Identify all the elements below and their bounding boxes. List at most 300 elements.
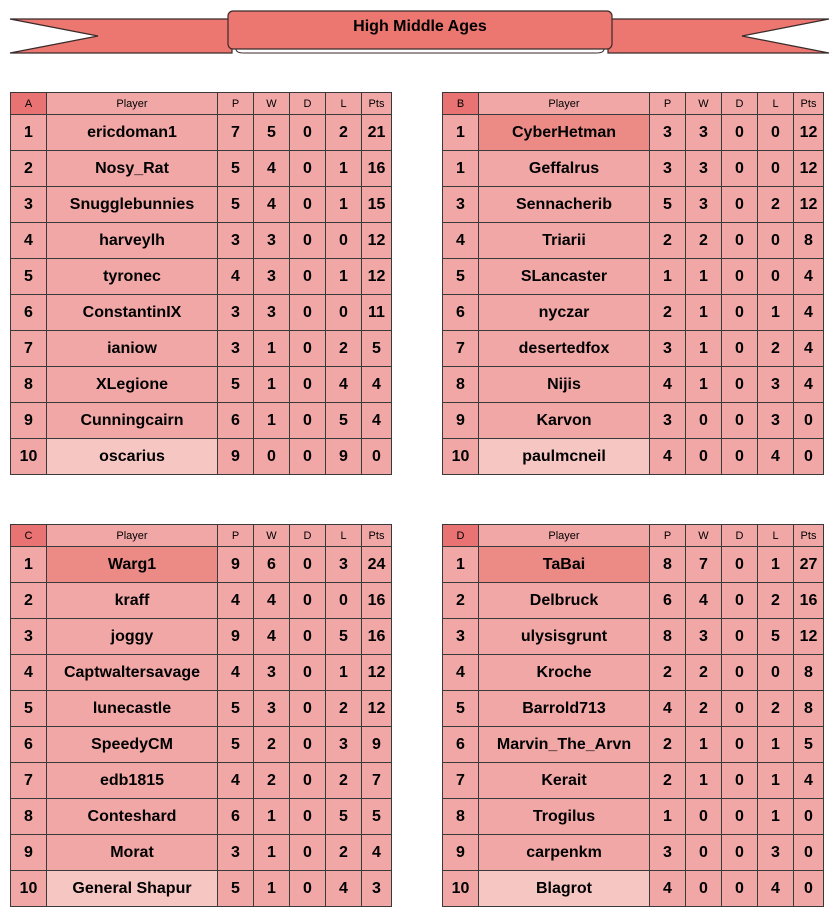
points-cell: 8 bbox=[794, 655, 824, 691]
column-header-l: L bbox=[326, 93, 362, 115]
rank-cell: 10 bbox=[443, 871, 479, 907]
player-name: desertedfox bbox=[479, 331, 650, 367]
won-cell: 0 bbox=[686, 403, 722, 439]
played-cell: 3 bbox=[650, 115, 686, 151]
lost-cell: 3 bbox=[758, 403, 794, 439]
drawn-cell: 0 bbox=[722, 367, 758, 403]
lost-cell: 0 bbox=[758, 223, 794, 259]
won-cell: 0 bbox=[686, 871, 722, 907]
player-name: joggy bbox=[47, 619, 218, 655]
points-cell: 16 bbox=[362, 619, 392, 655]
won-cell: 1 bbox=[254, 403, 290, 439]
rank-cell: 10 bbox=[443, 439, 479, 475]
won-cell: 1 bbox=[686, 727, 722, 763]
played-cell: 3 bbox=[218, 223, 254, 259]
player-name: kraff bbox=[47, 583, 218, 619]
won-cell: 3 bbox=[254, 295, 290, 331]
player-name: Blagrot bbox=[479, 871, 650, 907]
won-cell: 4 bbox=[254, 619, 290, 655]
won-cell: 0 bbox=[686, 439, 722, 475]
player-name: Nijis bbox=[479, 367, 650, 403]
rank-cell: 2 bbox=[11, 151, 47, 187]
rank-cell: 8 bbox=[443, 799, 479, 835]
banner-left-ribbon bbox=[10, 19, 232, 53]
won-cell: 3 bbox=[254, 655, 290, 691]
won-cell: 3 bbox=[686, 115, 722, 151]
won-cell: 3 bbox=[254, 691, 290, 727]
won-cell: 1 bbox=[254, 331, 290, 367]
column-header-player: Player bbox=[47, 93, 218, 115]
table-row bbox=[443, 871, 824, 907]
table-row bbox=[443, 151, 824, 187]
rank-cell: 8 bbox=[11, 799, 47, 835]
won-cell: 1 bbox=[254, 799, 290, 835]
group-c-table bbox=[10, 524, 392, 907]
drawn-cell: 0 bbox=[290, 763, 326, 799]
points-cell: 0 bbox=[794, 799, 824, 835]
table-row bbox=[11, 223, 392, 259]
won-cell: 5 bbox=[254, 115, 290, 151]
table-row bbox=[443, 799, 824, 835]
played-cell: 2 bbox=[650, 727, 686, 763]
drawn-cell: 0 bbox=[722, 655, 758, 691]
group-letter: C bbox=[11, 525, 47, 547]
drawn-cell: 0 bbox=[722, 619, 758, 655]
rank-cell: 8 bbox=[443, 367, 479, 403]
table-row bbox=[11, 259, 392, 295]
played-cell: 5 bbox=[218, 187, 254, 223]
points-cell: 5 bbox=[362, 799, 392, 835]
player-name: Karvon bbox=[479, 403, 650, 439]
player-name: carpenkm bbox=[479, 835, 650, 871]
won-cell: 1 bbox=[686, 763, 722, 799]
drawn-cell: 0 bbox=[722, 295, 758, 331]
points-cell: 15 bbox=[362, 187, 392, 223]
table-row bbox=[11, 619, 392, 655]
won-cell: 1 bbox=[686, 259, 722, 295]
played-cell: 4 bbox=[650, 691, 686, 727]
player-name: Snugglebunnies bbox=[47, 187, 218, 223]
drawn-cell: 0 bbox=[722, 439, 758, 475]
won-cell: 1 bbox=[254, 871, 290, 907]
player-name: oscarius bbox=[47, 439, 218, 475]
column-header-w: W bbox=[686, 525, 722, 547]
rank-cell: 7 bbox=[443, 763, 479, 799]
lost-cell: 9 bbox=[326, 439, 362, 475]
won-cell: 3 bbox=[686, 187, 722, 223]
played-cell: 8 bbox=[650, 547, 686, 583]
table-row bbox=[11, 727, 392, 763]
lost-cell: 5 bbox=[326, 403, 362, 439]
lost-cell: 1 bbox=[326, 259, 362, 295]
rank-cell: 9 bbox=[11, 835, 47, 871]
column-header-p: P bbox=[218, 525, 254, 547]
group-b-table bbox=[442, 92, 824, 475]
drawn-cell: 0 bbox=[290, 619, 326, 655]
player-name: edb1815 bbox=[47, 763, 218, 799]
drawn-cell: 0 bbox=[722, 115, 758, 151]
rank-cell: 4 bbox=[11, 655, 47, 691]
table-row bbox=[11, 655, 392, 691]
table-row bbox=[443, 691, 824, 727]
played-cell: 2 bbox=[650, 223, 686, 259]
points-cell: 16 bbox=[362, 151, 392, 187]
player-name: Conteshard bbox=[47, 799, 218, 835]
points-cell: 0 bbox=[794, 439, 824, 475]
lost-cell: 2 bbox=[326, 691, 362, 727]
won-cell: 1 bbox=[686, 331, 722, 367]
points-cell: 4 bbox=[794, 295, 824, 331]
rank-cell: 3 bbox=[443, 619, 479, 655]
won-cell: 0 bbox=[686, 835, 722, 871]
drawn-cell: 0 bbox=[290, 871, 326, 907]
rank-cell: 4 bbox=[443, 223, 479, 259]
points-cell: 0 bbox=[794, 871, 824, 907]
lost-cell: 2 bbox=[758, 691, 794, 727]
lost-cell: 0 bbox=[326, 223, 362, 259]
table-row bbox=[443, 187, 824, 223]
played-cell: 3 bbox=[218, 331, 254, 367]
lost-cell: 1 bbox=[758, 727, 794, 763]
won-cell: 2 bbox=[686, 655, 722, 691]
column-header-w: W bbox=[254, 93, 290, 115]
points-cell: 5 bbox=[794, 727, 824, 763]
table-row bbox=[11, 547, 392, 583]
points-cell: 4 bbox=[794, 331, 824, 367]
played-cell: 4 bbox=[218, 655, 254, 691]
table-row bbox=[11, 187, 392, 223]
table-row bbox=[11, 799, 392, 835]
table-row bbox=[11, 691, 392, 727]
points-cell: 16 bbox=[362, 583, 392, 619]
played-cell: 5 bbox=[650, 187, 686, 223]
lost-cell: 3 bbox=[758, 367, 794, 403]
points-cell: 4 bbox=[362, 835, 392, 871]
column-header-l: L bbox=[326, 525, 362, 547]
drawn-cell: 0 bbox=[290, 115, 326, 151]
player-name: Kerait bbox=[479, 763, 650, 799]
player-name: ericdoman1 bbox=[47, 115, 218, 151]
rank-cell: 10 bbox=[11, 439, 47, 475]
rank-cell: 5 bbox=[11, 259, 47, 295]
drawn-cell: 0 bbox=[722, 331, 758, 367]
lost-cell: 1 bbox=[758, 799, 794, 835]
points-cell: 12 bbox=[362, 223, 392, 259]
played-cell: 3 bbox=[650, 151, 686, 187]
rank-cell: 6 bbox=[443, 295, 479, 331]
player-name: Marvin_The_Arvn bbox=[479, 727, 650, 763]
played-cell: 2 bbox=[650, 655, 686, 691]
played-cell: 5 bbox=[218, 871, 254, 907]
player-name: Barrold713 bbox=[479, 691, 650, 727]
played-cell: 5 bbox=[218, 151, 254, 187]
drawn-cell: 0 bbox=[722, 763, 758, 799]
column-header-pts: Pts bbox=[362, 525, 392, 547]
player-name: SpeedyCM bbox=[47, 727, 218, 763]
table-row bbox=[11, 295, 392, 331]
rank-cell: 1 bbox=[11, 115, 47, 151]
column-header-d: D bbox=[722, 93, 758, 115]
points-cell: 4 bbox=[794, 259, 824, 295]
played-cell: 7 bbox=[218, 115, 254, 151]
points-cell: 21 bbox=[362, 115, 392, 151]
table-row bbox=[443, 259, 824, 295]
drawn-cell: 0 bbox=[722, 187, 758, 223]
drawn-cell: 0 bbox=[290, 295, 326, 331]
player-name: nyczar bbox=[479, 295, 650, 331]
lost-cell: 1 bbox=[326, 187, 362, 223]
column-header-pts: Pts bbox=[794, 525, 824, 547]
table-row bbox=[11, 439, 392, 475]
lost-cell: 4 bbox=[758, 871, 794, 907]
lost-cell: 4 bbox=[758, 439, 794, 475]
table-row bbox=[443, 403, 824, 439]
column-header-d: D bbox=[290, 93, 326, 115]
rank-cell: 1 bbox=[11, 547, 47, 583]
played-cell: 2 bbox=[650, 295, 686, 331]
table-row bbox=[11, 835, 392, 871]
lost-cell: 2 bbox=[758, 331, 794, 367]
won-cell: 4 bbox=[254, 187, 290, 223]
rank-cell: 3 bbox=[443, 187, 479, 223]
points-cell: 12 bbox=[794, 151, 824, 187]
rank-cell: 9 bbox=[443, 403, 479, 439]
table-row bbox=[443, 295, 824, 331]
player-name: Triarii bbox=[479, 223, 650, 259]
rank-cell: 3 bbox=[11, 187, 47, 223]
drawn-cell: 0 bbox=[722, 403, 758, 439]
points-cell: 0 bbox=[794, 835, 824, 871]
points-cell: 8 bbox=[794, 223, 824, 259]
lost-cell: 2 bbox=[326, 763, 362, 799]
lost-cell: 0 bbox=[758, 115, 794, 151]
played-cell: 3 bbox=[650, 331, 686, 367]
won-cell: 6 bbox=[254, 547, 290, 583]
table-row bbox=[443, 727, 824, 763]
lost-cell: 0 bbox=[326, 295, 362, 331]
table-row bbox=[11, 403, 392, 439]
rank-cell: 5 bbox=[443, 259, 479, 295]
points-cell: 27 bbox=[794, 547, 824, 583]
played-cell: 4 bbox=[650, 439, 686, 475]
column-header-player: Player bbox=[47, 525, 218, 547]
lost-cell: 2 bbox=[326, 331, 362, 367]
won-cell: 3 bbox=[254, 259, 290, 295]
column-header-pts: Pts bbox=[362, 93, 392, 115]
lost-cell: 2 bbox=[758, 187, 794, 223]
rank-cell: 7 bbox=[443, 331, 479, 367]
table-row bbox=[443, 223, 824, 259]
column-header-p: P bbox=[650, 93, 686, 115]
won-cell: 2 bbox=[686, 223, 722, 259]
drawn-cell: 0 bbox=[722, 799, 758, 835]
lost-cell: 0 bbox=[758, 259, 794, 295]
played-cell: 2 bbox=[650, 763, 686, 799]
player-name: TaBai bbox=[479, 547, 650, 583]
rank-cell: 4 bbox=[443, 655, 479, 691]
won-cell: 3 bbox=[686, 151, 722, 187]
lost-cell: 3 bbox=[326, 547, 362, 583]
rank-cell: 6 bbox=[443, 727, 479, 763]
player-name: XLegione bbox=[47, 367, 218, 403]
player-name: Geffalrus bbox=[479, 151, 650, 187]
played-cell: 1 bbox=[650, 799, 686, 835]
rank-cell: 4 bbox=[11, 223, 47, 259]
header-row bbox=[11, 93, 392, 115]
rank-cell: 5 bbox=[11, 691, 47, 727]
played-cell: 6 bbox=[218, 403, 254, 439]
won-cell: 1 bbox=[254, 835, 290, 871]
lost-cell: 1 bbox=[326, 151, 362, 187]
points-cell: 0 bbox=[794, 403, 824, 439]
won-cell: 1 bbox=[686, 295, 722, 331]
won-cell: 2 bbox=[254, 727, 290, 763]
played-cell: 9 bbox=[218, 547, 254, 583]
column-header-l: L bbox=[758, 525, 794, 547]
column-header-d: D bbox=[722, 525, 758, 547]
drawn-cell: 0 bbox=[290, 655, 326, 691]
drawn-cell: 0 bbox=[290, 439, 326, 475]
lost-cell: 2 bbox=[326, 835, 362, 871]
won-cell: 2 bbox=[686, 691, 722, 727]
drawn-cell: 0 bbox=[290, 799, 326, 835]
played-cell: 4 bbox=[218, 583, 254, 619]
group-letter: A bbox=[11, 93, 47, 115]
played-cell: 3 bbox=[218, 835, 254, 871]
column-header-player: Player bbox=[479, 525, 650, 547]
drawn-cell: 0 bbox=[722, 223, 758, 259]
points-cell: 0 bbox=[362, 439, 392, 475]
player-name: ianiow bbox=[47, 331, 218, 367]
column-header-l: L bbox=[758, 93, 794, 115]
table-row bbox=[11, 583, 392, 619]
drawn-cell: 0 bbox=[722, 151, 758, 187]
lost-cell: 5 bbox=[326, 619, 362, 655]
player-name: SLancaster bbox=[479, 259, 650, 295]
points-cell: 8 bbox=[794, 691, 824, 727]
played-cell: 4 bbox=[650, 367, 686, 403]
table-row bbox=[11, 151, 392, 187]
column-header-player: Player bbox=[479, 93, 650, 115]
table-row bbox=[443, 439, 824, 475]
lost-cell: 4 bbox=[326, 367, 362, 403]
table-row bbox=[443, 367, 824, 403]
rank-cell: 1 bbox=[443, 115, 479, 151]
banner-right-ribbon bbox=[608, 19, 829, 53]
won-cell: 1 bbox=[686, 367, 722, 403]
drawn-cell: 0 bbox=[290, 727, 326, 763]
lost-cell: 0 bbox=[758, 151, 794, 187]
drawn-cell: 0 bbox=[290, 367, 326, 403]
won-cell: 0 bbox=[254, 439, 290, 475]
group-letter: D bbox=[443, 525, 479, 547]
table-row bbox=[443, 331, 824, 367]
rank-cell: 8 bbox=[11, 367, 47, 403]
group-letter: B bbox=[443, 93, 479, 115]
won-cell: 3 bbox=[686, 619, 722, 655]
rank-cell: 3 bbox=[11, 619, 47, 655]
won-cell: 2 bbox=[254, 763, 290, 799]
points-cell: 12 bbox=[794, 619, 824, 655]
played-cell: 3 bbox=[650, 835, 686, 871]
won-cell: 7 bbox=[686, 547, 722, 583]
points-cell: 24 bbox=[362, 547, 392, 583]
points-cell: 12 bbox=[794, 115, 824, 151]
points-cell: 9 bbox=[362, 727, 392, 763]
rank-cell: 6 bbox=[11, 295, 47, 331]
rank-cell: 2 bbox=[443, 583, 479, 619]
drawn-cell: 0 bbox=[290, 187, 326, 223]
points-cell: 4 bbox=[362, 403, 392, 439]
table-row bbox=[11, 115, 392, 151]
points-cell: 4 bbox=[362, 367, 392, 403]
drawn-cell: 0 bbox=[722, 547, 758, 583]
lost-cell: 0 bbox=[326, 583, 362, 619]
player-name: Kroche bbox=[479, 655, 650, 691]
column-header-w: W bbox=[686, 93, 722, 115]
column-header-d: D bbox=[290, 525, 326, 547]
played-cell: 3 bbox=[218, 295, 254, 331]
won-cell: 3 bbox=[254, 223, 290, 259]
lost-cell: 1 bbox=[758, 547, 794, 583]
table-row bbox=[11, 871, 392, 907]
drawn-cell: 0 bbox=[722, 691, 758, 727]
player-name: Trogilus bbox=[479, 799, 650, 835]
played-cell: 1 bbox=[650, 259, 686, 295]
player-name: Sennacherib bbox=[479, 187, 650, 223]
player-name: Warg1 bbox=[47, 547, 218, 583]
player-name: Captwaltersavage bbox=[47, 655, 218, 691]
points-cell: 7 bbox=[362, 763, 392, 799]
rank-cell: 5 bbox=[443, 691, 479, 727]
drawn-cell: 0 bbox=[290, 835, 326, 871]
header-row bbox=[443, 525, 824, 547]
won-cell: 0 bbox=[686, 799, 722, 835]
points-cell: 4 bbox=[794, 763, 824, 799]
group-a-table bbox=[10, 92, 392, 475]
player-name: ulysisgrunt bbox=[479, 619, 650, 655]
rank-cell: 1 bbox=[443, 547, 479, 583]
table-row bbox=[11, 331, 392, 367]
drawn-cell: 0 bbox=[722, 583, 758, 619]
table-row bbox=[11, 763, 392, 799]
column-header-p: P bbox=[650, 525, 686, 547]
played-cell: 3 bbox=[650, 403, 686, 439]
points-cell: 3 bbox=[362, 871, 392, 907]
lost-cell: 1 bbox=[326, 655, 362, 691]
header-row bbox=[443, 93, 824, 115]
lost-cell: 1 bbox=[758, 295, 794, 331]
lost-cell: 2 bbox=[326, 115, 362, 151]
rank-cell: 2 bbox=[11, 583, 47, 619]
player-name: ConstantinIX bbox=[47, 295, 218, 331]
won-cell: 4 bbox=[686, 583, 722, 619]
rank-cell: 9 bbox=[443, 835, 479, 871]
points-cell: 12 bbox=[794, 187, 824, 223]
drawn-cell: 0 bbox=[290, 403, 326, 439]
drawn-cell: 0 bbox=[290, 583, 326, 619]
played-cell: 5 bbox=[218, 727, 254, 763]
drawn-cell: 0 bbox=[290, 223, 326, 259]
lost-cell: 4 bbox=[326, 871, 362, 907]
player-name: Cunningcairn bbox=[47, 403, 218, 439]
rank-cell: 7 bbox=[11, 763, 47, 799]
drawn-cell: 0 bbox=[290, 331, 326, 367]
table-row bbox=[443, 835, 824, 871]
rank-cell: 7 bbox=[11, 331, 47, 367]
played-cell: 6 bbox=[650, 583, 686, 619]
drawn-cell: 0 bbox=[722, 259, 758, 295]
